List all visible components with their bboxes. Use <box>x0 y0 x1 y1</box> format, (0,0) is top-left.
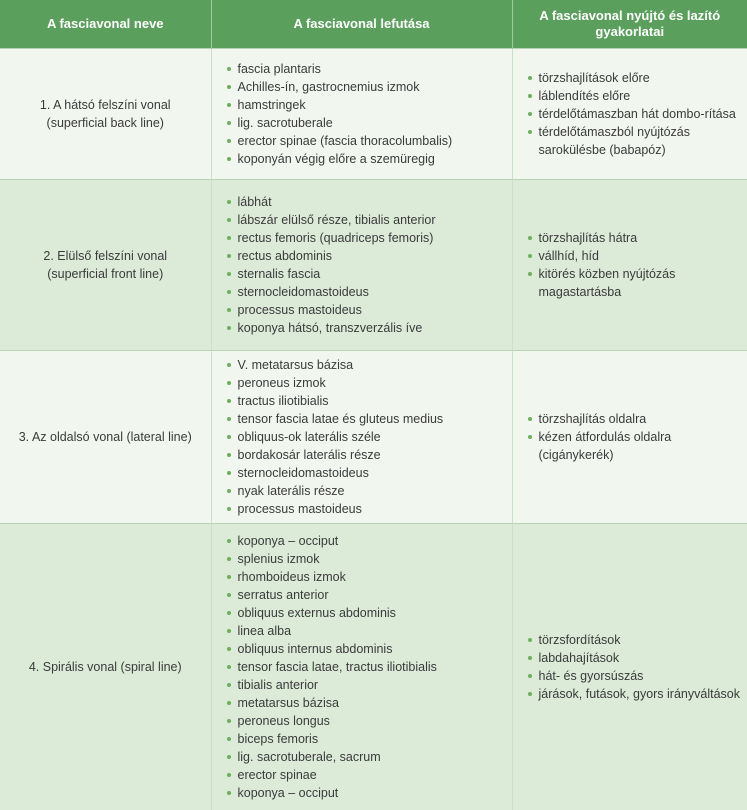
route-item: lig. sacrotuberale <box>226 114 512 132</box>
table-row <box>0 180 747 351</box>
route-item: biceps femoris <box>226 730 512 748</box>
table-header-row <box>0 0 747 49</box>
route-item: processus mastoideus <box>226 301 512 319</box>
route-item: obliquus externus abdominis <box>226 604 512 622</box>
table-row <box>0 524 747 810</box>
route-item: rectus abdominis <box>226 247 512 265</box>
line-name-cell <box>0 524 211 810</box>
route-item: peroneus longus <box>226 712 512 730</box>
exercises-cell <box>512 524 747 810</box>
line-route-cell <box>211 49 512 180</box>
route-item: splenius izmok <box>226 550 512 568</box>
route-item: lig. sacrotuberale, sacrum <box>226 748 512 766</box>
route-item: rhomboideus izmok <box>226 568 512 586</box>
route-item: nyak laterális része <box>226 482 512 500</box>
route-item: linea alba <box>226 622 512 640</box>
route-item: koponya – occiput <box>226 532 512 550</box>
exercise-item: térdelőtámaszban hát dombo-rítása <box>527 105 747 123</box>
route-item: tibialis anterior <box>226 676 512 694</box>
route-item: metatarsus bázisa <box>226 694 512 712</box>
route-item: V. metatarsus bázisa <box>226 356 512 374</box>
exercises-cell <box>512 49 747 180</box>
route-item: obliquus internus abdominis <box>226 640 512 658</box>
line-name: 1. A hátsó felszíni vonal <box>6 96 205 114</box>
route-item: fascia plantaris <box>226 60 512 78</box>
route-item: koponyán végig előre a szemüregig <box>226 150 512 168</box>
route-item: sternocleidomastoideus <box>226 283 512 301</box>
line-route-cell <box>211 180 512 351</box>
route-item: rectus femoris (quadriceps femoris) <box>226 229 512 247</box>
route-item: lábhát <box>226 193 512 211</box>
exercise-item: törzshajlítás oldalra <box>527 410 747 428</box>
table-row <box>0 49 747 180</box>
line-name-cell <box>0 49 211 180</box>
route-item: koponya – occiput <box>226 784 512 802</box>
route-item: lábszár elülső része, tibialis anterior <box>226 211 512 229</box>
exercise-item: törzshajlítás hátra <box>527 229 747 247</box>
exercises-cell <box>512 180 747 351</box>
line-name-english: (superficial back line) <box>6 114 205 132</box>
exercise-item: járások, futások, gyors irányváltások <box>527 685 747 703</box>
line-name: 2. Elülső felszíni vonal <box>6 247 205 265</box>
route-item: erector spinae (fascia thoracolumbalis) <box>226 132 512 150</box>
exercise-item: láblendítés előre <box>527 87 747 105</box>
exercise-item: vállhíd, híd <box>527 247 747 265</box>
route-item: hamstringek <box>226 96 512 114</box>
line-name: 3. Az oldalsó vonal (lateral line) <box>6 428 205 446</box>
route-item: peroneus izmok <box>226 374 512 392</box>
exercise-item: törzshajlítások előre <box>527 69 747 87</box>
header-line-route: A fasciavonal lefutása <box>211 0 512 49</box>
route-item: erector spinae <box>226 766 512 784</box>
line-name: 4. Spirális vonal (spiral line) <box>6 658 205 676</box>
exercise-item: kitörés közben nyújtózás magastartásba <box>527 265 747 301</box>
table-row <box>0 351 747 524</box>
route-item: bordakosár laterális része <box>226 446 512 464</box>
line-name-english: (superficial front line) <box>6 265 205 283</box>
route-item: sternalis fascia <box>226 265 512 283</box>
exercise-item: hát- és gyorsúszás <box>527 667 747 685</box>
line-route-cell <box>211 351 512 524</box>
exercise-item: térdelőtámaszból nyújtózás sarokülésbe (babapóz) <box>527 123 747 159</box>
route-item: tractus iliotibialis <box>226 392 512 410</box>
exercises-cell <box>512 351 747 524</box>
route-item: processus mastoideus <box>226 500 512 518</box>
route-item: obliquus-ok laterális széle <box>226 428 512 446</box>
route-item: tensor fascia latae, tractus iliotibialis <box>226 658 512 676</box>
exercise-item: kézen átfordulás oldalra (cigánykerék) <box>527 428 747 464</box>
header-line-exercises: A fasciavonal nyújtó és lazító gyakorlatai <box>512 0 747 49</box>
exercise-item: labdahajítások <box>527 649 747 667</box>
route-item: koponya hátsó, transzverzális íve <box>226 319 512 337</box>
header-line-name: A fasciavonal neve <box>0 0 211 49</box>
line-route-cell <box>211 524 512 810</box>
route-item: tensor fascia latae és gluteus medius <box>226 410 512 428</box>
line-name-cell <box>0 351 211 524</box>
route-item: Achilles-ín, gastrocnemius izmok <box>226 78 512 96</box>
line-name-cell <box>0 180 211 351</box>
route-item: sternocleidomastoideus <box>226 464 512 482</box>
exercise-item: törzsfordítások <box>527 631 747 649</box>
route-item: serratus anterior <box>226 586 512 604</box>
